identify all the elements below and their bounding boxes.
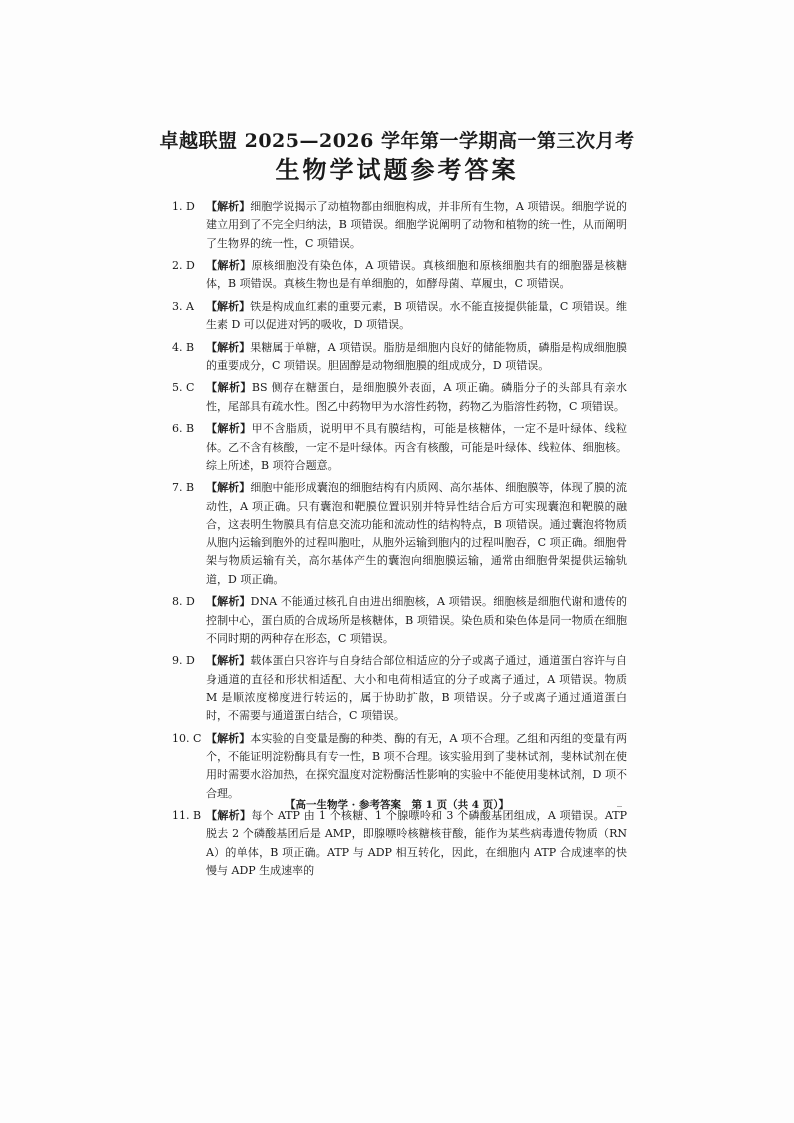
- analysis-tag: 【解析】: [206, 422, 252, 436]
- exam-title: 卓越联盟 2025—2026 学年第一学期高一第三次月考: [159, 130, 635, 152]
- corner-mark: _: [617, 796, 622, 807]
- answer-item: [172, 379, 627, 416]
- answer-item: [172, 298, 627, 335]
- answer-item: [172, 807, 627, 880]
- analysis-tag: 【解析】: [206, 481, 251, 495]
- analysis-tag: 【解析】: [206, 595, 251, 609]
- answer-number: 10. C: [172, 731, 202, 745]
- analysis-tag: 【解析】: [206, 809, 252, 823]
- analysis-text: 细胞学说揭示了动植物都由细胞构成，并非所有生物，A 项错误。细胞学说的建立用到了不完全归纳法，B 项错误。细胞学说阐明了动物和植物的统一性，从而阐明了生物界的统一性，C 项错误。: [206, 200, 627, 250]
- answer-number: 1. D: [172, 200, 195, 213]
- answer-number: 3. A: [172, 299, 194, 313]
- answer-item: [172, 479, 627, 589]
- answer-number: 6. B: [172, 422, 195, 436]
- answer-number: 9. D: [172, 654, 195, 668]
- analysis-tag: 【解析】: [206, 200, 251, 213]
- answer-item: [172, 198, 627, 253]
- analysis-tag: 【解析】: [206, 654, 251, 668]
- analysis-text: BS 侧存在糖蛋白，是细胞膜外表面，A 项正确。磷脂分子的头部具有亲水性，尾部具有疏水性。图乙中药物甲为水溶性药物，药物乙为脂溶性药物，C 项错误。: [206, 381, 628, 413]
- answer-number: 8. D: [172, 595, 195, 609]
- answer-list: [172, 198, 627, 884]
- answer-number: 5. C: [172, 381, 195, 395]
- analysis-tag: 【解析】: [206, 381, 252, 395]
- page-footer: 【高一生物学 · 参考答案 第 1 页（共 4 页）】: [285, 799, 509, 811]
- answer-number: 11. B: [172, 809, 202, 823]
- analysis-tag: 【解析】: [206, 340, 251, 354]
- answer-item: [172, 339, 627, 376]
- analysis-text: 果糖属于单糖，A 项错误。脂肪是细胞内良好的储能物质，磷脂是构成细胞膜的重要成分，C 项错误。胆固醇是动物细胞膜的组成成分，D 项错误。: [206, 340, 627, 372]
- analysis-text: DNA 不能通过核孔自由进出细胞核，A 项错误。细胞核是细胞代谢和遗传的控制中心，蛋白质的合成场所是核糖体，B 项错误。染色质和染色体是同一物质在细胞不同时期的两种存在形态，C 项错误。: [206, 595, 628, 645]
- document-subtitle: 生物学试题参考答案: [275, 155, 519, 184]
- answer-item: [172, 652, 627, 725]
- answer-item: [172, 257, 627, 294]
- analysis-text: 细胞中能形成囊泡的细胞结构有内质网、高尔基体、细胞膜等，体现了膜的流动性，A 项正确。只有囊泡和靶膜位置识别并特异性结合后方可实现囊泡和靶膜的融合，这表明生物膜具有信息交流功能和流动性的结构特点，B 项错误。通过囊泡将物质从胞内运输到胞外的过程叫胞吐，从胞外运输到胞内的过程叫胞吞，C 项正确。细胞骨架与物质运输有关，高尔基体产生的囊泡向细胞膜运输，通常由细胞骨架提供运输轨道，D 项正确。: [206, 481, 628, 586]
- answer-number: 2. D: [172, 259, 195, 273]
- analysis-tag: 【解析】: [206, 259, 252, 273]
- answer-number: 7. B: [172, 481, 195, 495]
- analysis-text: 每个 ATP 由 1 个核糖、1 个腺嘌呤和 3 个磷酸基团组成，A 项错误。ATP 脱去 2 个磷酸基团后是 AMP，即腺嘌呤核糖核苷酸，能作为某些病毒遗传物质（RNA）的单体，B 项正确。ATP 与 ADP 相互转化，因此，在细胞内 ATP 合成速率的快慢与 ADP 生成速率的: [206, 809, 627, 877]
- answer-item: [172, 730, 627, 803]
- analysis-text: 甲不含脂质，说明甲不具有膜结构，可能是核糖体，一定不是叶绿体、线粒体。乙不含有核酸，一定不是叶绿体。丙含有核酸，可能是叶绿体、线粒体、细胞核。综上所述，B 项符合题意。: [206, 422, 628, 472]
- analysis-tag: 【解析】: [206, 299, 251, 313]
- analysis-text: 本实验的自变量是酶的种类、酶的有无，A 项不合理。乙组和丙组的变量有两个，不能证明淀粉酶具有专一性，B 项不合理。该实验用到了斐林试剂，斐林试剂在使用时需要水浴加热，在探究温度对淀粉酶活性影响的实验中不能使用斐林试剂，D 项不合理。: [206, 731, 627, 800]
- analysis-text: 原核细胞没有染色体，A 项错误。真核细胞和原核细胞共有的细胞器是核糖体，B 项错误。真核生物也是有单细胞的，如酵母菌、草履虫，C 项错误。: [206, 259, 627, 291]
- answer-item: [172, 420, 627, 475]
- analysis-tag: 【解析】: [206, 731, 251, 745]
- analysis-text: 铁是构成血红素的重要元素，B 项错误。水不能直接提供能量，C 项错误。维生素 D 可以促进对钙的吸收，D 项错误。: [206, 299, 628, 332]
- answer-item: [172, 593, 627, 648]
- analysis-text: 载体蛋白只容许与自身结合部位相适应的分子或离子通过，通道蛋白容许与自身通道的直径和形状相适配、大小和电荷相适宜的分子或离子通过，A 项错误。物质 M 是顺浓度梯度进行转运的，属于协助扩散，B 项错误。分子或离子通过通道蛋白时，不需要与通道蛋白结合，C 项错误。: [206, 654, 628, 723]
- answer-number: 4. B: [172, 340, 195, 354]
